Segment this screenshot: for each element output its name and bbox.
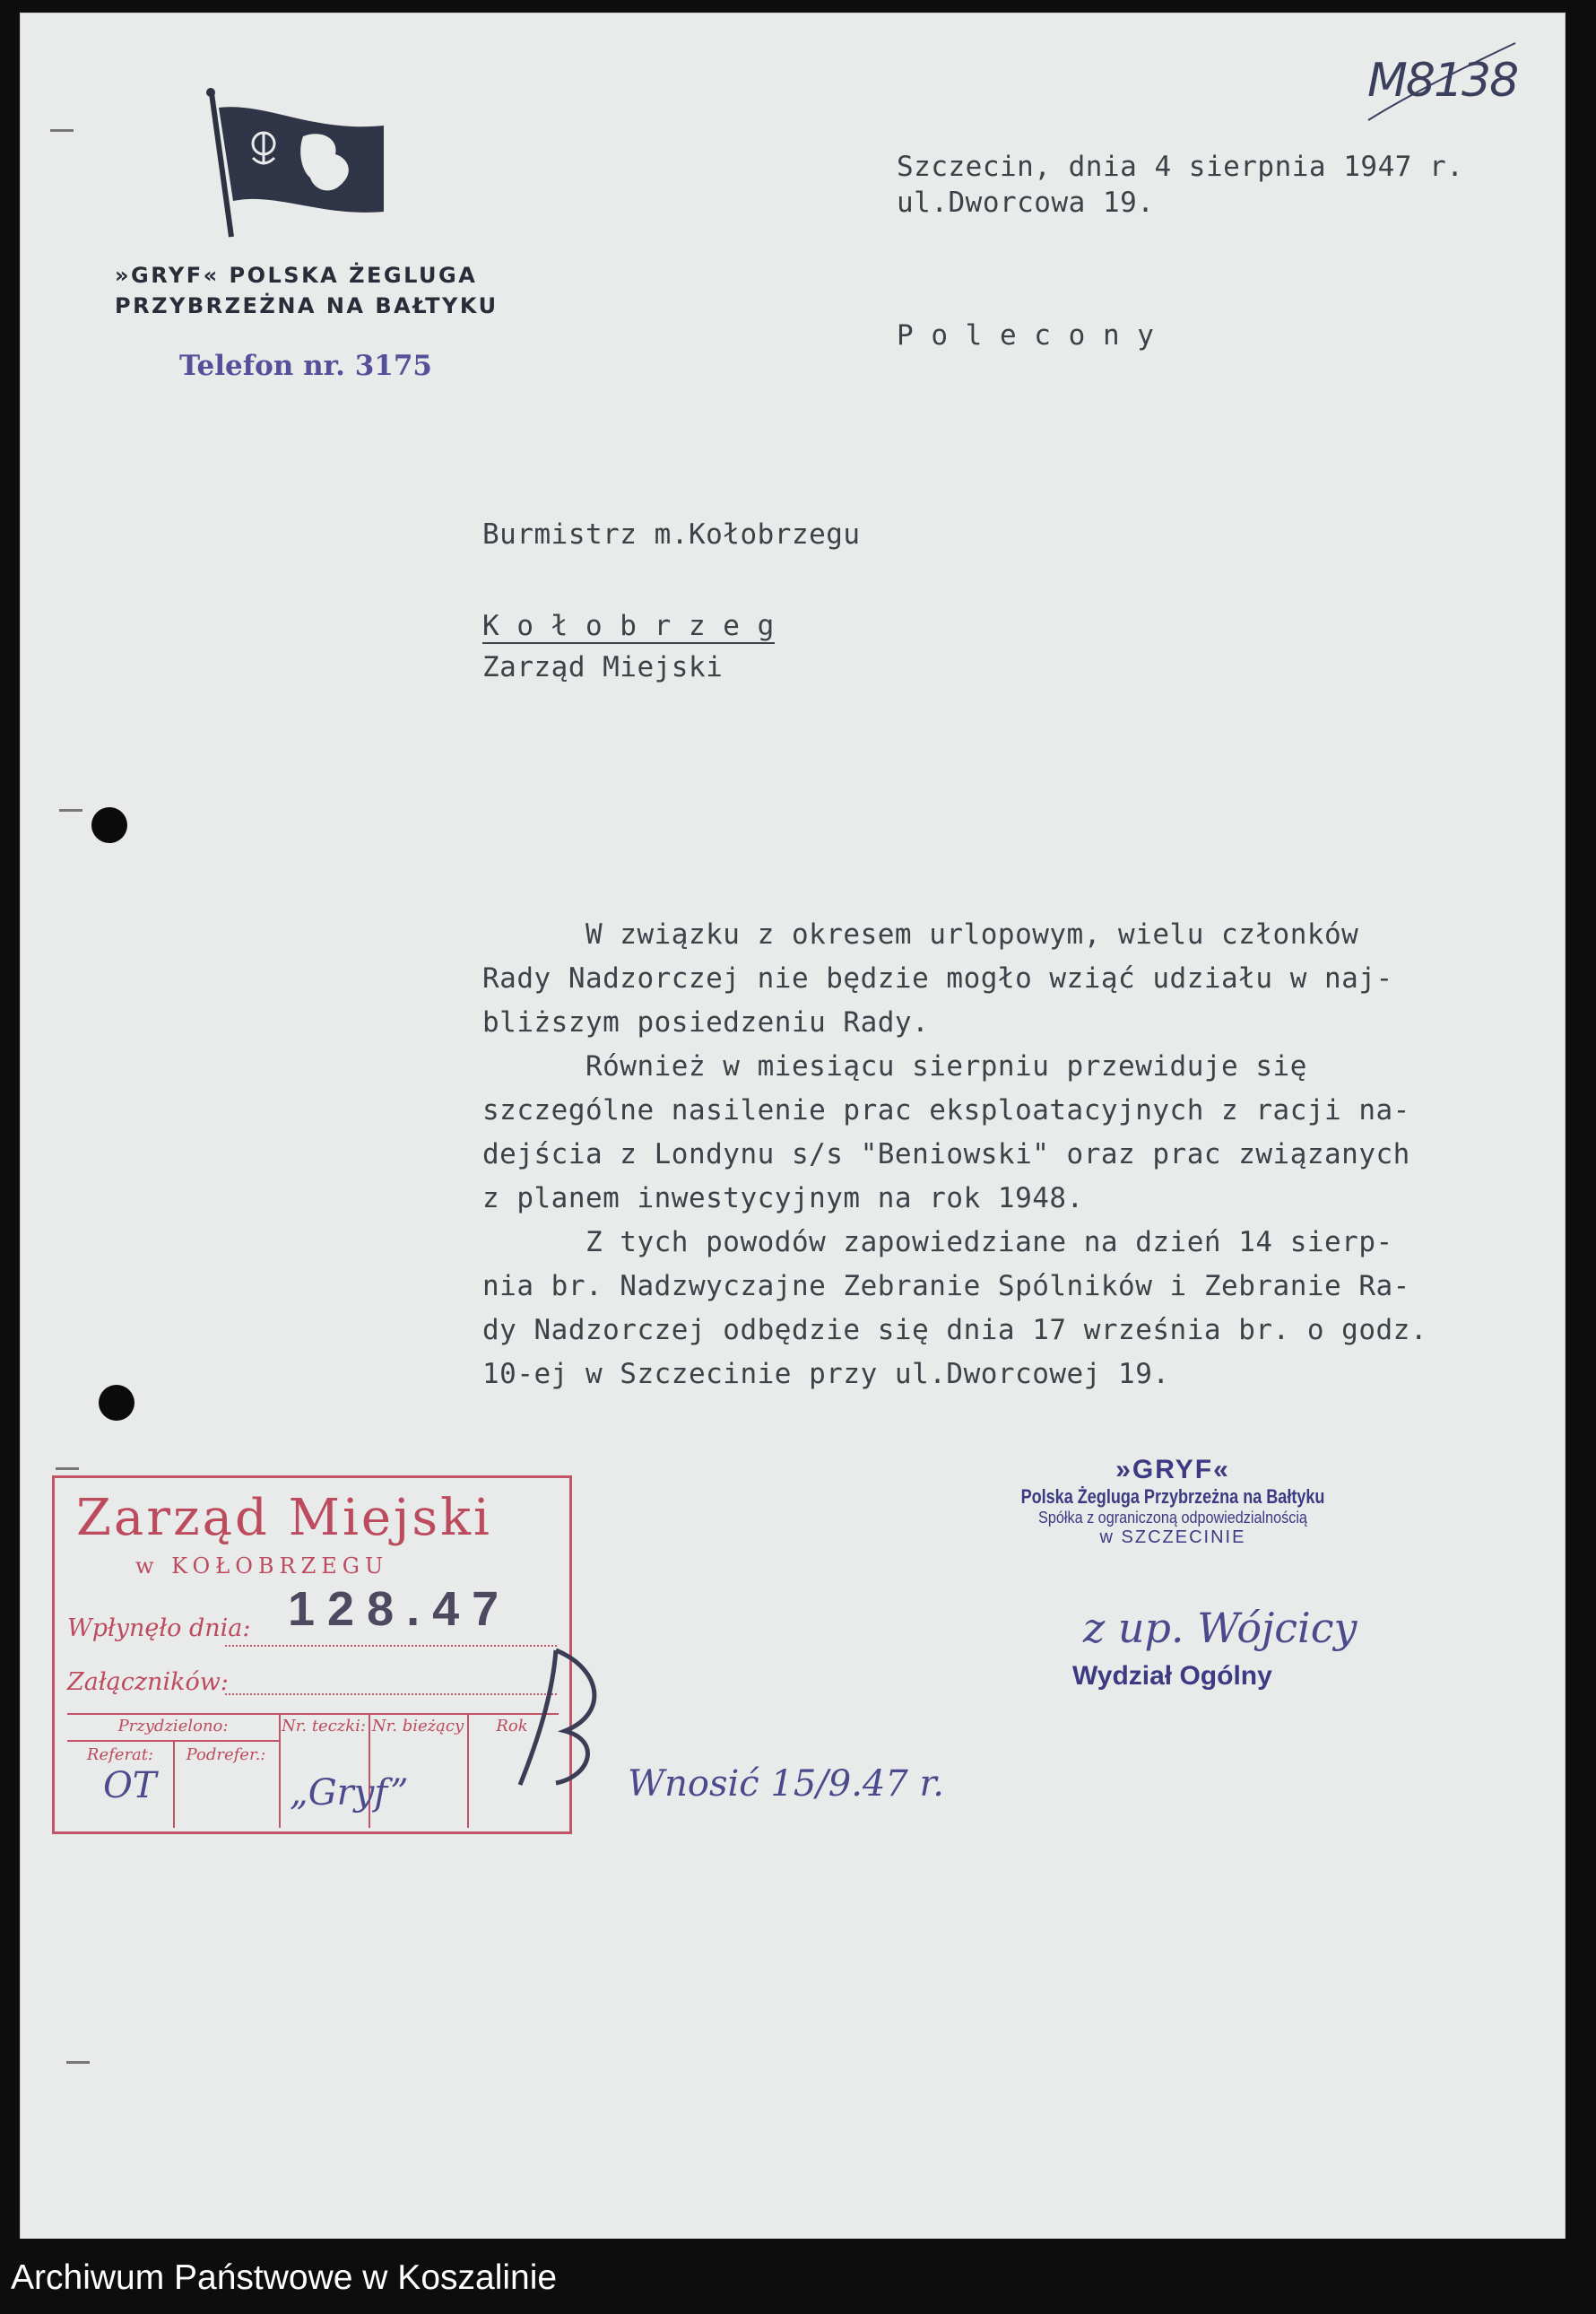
punch-hole (99, 1385, 134, 1421)
folder-value: „Gryf” (290, 1772, 409, 1814)
sender-address: ul.Dworcowa 19. (897, 187, 1155, 219)
body-line: nia br. Nadzwyczajne Zebranie Spólników i Zebranie Ra- (482, 1270, 1410, 1302)
margin-tick (59, 809, 82, 812)
archive-reference-number: M8138 (1367, 54, 1518, 108)
body-line: dy Nadzorczej odbędzie się dnia 17 września br. o godz. (482, 1314, 1427, 1346)
referat-value: OT (103, 1765, 157, 1806)
body-line: Również w miesiącu sierpniu przewiduje się (482, 1050, 1307, 1083)
registered-mail-label: P o l e c o n y (897, 319, 1155, 352)
archive-caption: Archiwum Państwowe w Koszalinie (11, 2258, 558, 2297)
handwritten-note: Wnosić 15/9.47 r. (628, 1763, 944, 1805)
margin-tick (66, 2061, 90, 2064)
company-stamp (967, 1455, 1379, 1548)
body-line: szczególne nasilenie prac eksploatacyjnych z racji na- (482, 1094, 1410, 1127)
company-flag-logo (204, 86, 393, 239)
reference-underline-mark (1363, 27, 1524, 135)
body-line: z planem inwestycyjnym na rok 1948. (482, 1182, 1084, 1214)
letterhead-phone: Telefon nr. 3175 (179, 350, 432, 382)
body-line: bliższym posiedzeniu Rady. (482, 1006, 930, 1039)
recipient-office: Zarząd Miejski (482, 651, 724, 683)
attachments-label: Załączników: (67, 1668, 229, 1696)
registry-stamp-city: w KOŁOBRZEGU (135, 1553, 389, 1579)
body-line: W związku z okresem urlopowym, wielu członków (482, 918, 1359, 951)
letterhead-line-1: »GRYF« POLSKA ŻEGLUGA (115, 263, 478, 288)
handwritten-initial (502, 1632, 628, 1794)
body-line: dejścia z Londynu s/s "Beniowski" oraz prac związanych (482, 1138, 1410, 1170)
department-stamp: Wydział Ogólny (1072, 1661, 1272, 1691)
assigned-header: Przydzielono: (117, 1717, 229, 1736)
current-number-header: Nr. bieżący (371, 1717, 464, 1736)
received-date-value: 128.47 (288, 1582, 512, 1636)
letterhead-company-name (115, 260, 499, 321)
subdepartment-header: Podrefer.: (186, 1745, 266, 1764)
place-and-date: Szczecin, dnia 4 sierpnia 1947 r. (897, 151, 1464, 183)
company-stamp-legal-form: Spółka z ograniczoną odpowiedzialnością (1038, 1509, 1307, 1527)
archive-footer-bar (0, 2239, 1596, 2314)
company-stamp-full-name: Polska Żegluga Przybrzeżna na Bałtyku (1020, 1485, 1325, 1508)
recipient-name: Burmistrz m.Kołobrzegu (482, 518, 861, 551)
company-stamp-city: w SZCZECINIE (1099, 1527, 1246, 1547)
punch-hole (91, 807, 127, 843)
body-line: Rady Nadzorczej nie będzie mogło wziąć udziału w naj- (482, 962, 1393, 995)
company-stamp-name: »GRYF« (1115, 1455, 1230, 1484)
registry-grid (67, 1713, 559, 1828)
folder-number-header: Nr. teczki: (282, 1717, 366, 1736)
margin-tick (56, 1467, 79, 1470)
received-date-label: Wpłynęło dnia: (67, 1614, 251, 1642)
body-line: 10-ej w Szczecinie przy ul.Dworcowej 19. (482, 1358, 1170, 1390)
margin-tick (50, 129, 74, 132)
year-header: Rok (496, 1717, 528, 1736)
signature: z up. Wójcicy (1083, 1604, 1357, 1652)
letter-body (482, 918, 1427, 1402)
recipient-city: K o ł o b r z e g (482, 610, 775, 642)
body-line: Z tych powodów zapowiedziane na dzień 14 sierp- (482, 1226, 1393, 1258)
registry-stamp-title: Zarząd Miejski (76, 1489, 492, 1547)
letterhead-line-2: PRZYBRZEŻNA NA BAŁTYKU (115, 293, 499, 318)
registry-stamp (52, 1475, 572, 1834)
department-header: Referat: (86, 1745, 154, 1764)
